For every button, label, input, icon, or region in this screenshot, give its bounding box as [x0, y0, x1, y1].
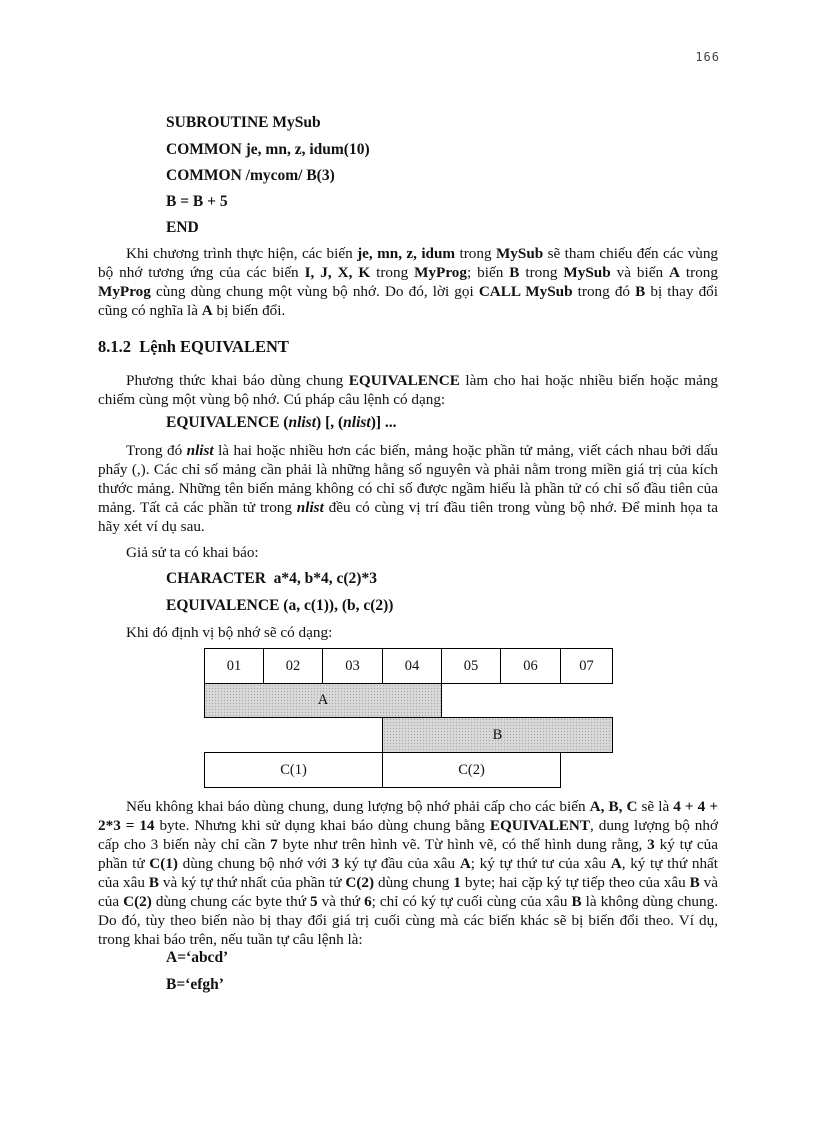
variable-b-span: B — [382, 717, 613, 753]
code-line: EQUIVALENCE (a, c(1)), (b, c(2)) — [166, 597, 394, 614]
byte-cell: 02 — [263, 648, 323, 684]
code-line: A=‘abcd’ — [166, 949, 229, 966]
paragraph-4: Nếu không khai báo dùng chung, dung lượng bộ nhớ phải cấp cho các biến A, B, C sẽ là 4 + 4 + 2*3 = 14 byte. Nhưng khi sử dụng khai báo dùng chung bằng EQUIVALENT, dung lượng bộ nhớ cấp cho 3 biến này chỉ cần 7 byte như trên hình vẽ. Từ hình vẽ, có thể hình dung rằng, 3 ký tự của phần tử C(1) dùng chung bộ nhớ với 3 ký tự đầu của xâu A; ký tự thứ tư của xâu A, ký tự thứ nhất của xâu B và ký tự thứ nhất của phần tử C(2) dùng chung 1 byte; hai cặp ký tự tiếp theo của xâu B và của C(2) dùng chung các byte thứ 5 và thứ 6; chỉ có ký tự cuối cùng của xâu B là không dùng chung. Do đó, tùy theo biến nào bị thay đổi giá trị cuối cùng mà các biến khác sẽ bị biến đổi theo. Ví dụ, trong khai báo trên, nếu tuần tự câu lệnh là: — [98, 798, 719, 948]
code-line: CHARACTER a*4, b*4, c(2)*3 — [166, 570, 377, 587]
example-intro: Giả sử ta có khai báo: — [126, 544, 259, 561]
variable-c1-span: C(1) — [204, 752, 383, 788]
code-line: END — [166, 219, 199, 236]
section-heading: 8.1.2 Lệnh EQUIVALENT — [98, 337, 289, 356]
byte-cell: 03 — [322, 648, 383, 684]
byte-cell: 05 — [441, 648, 501, 684]
paragraph-1: Khi chương trình thực hiện, các biến je, mn, z, idum trong MySub sẽ tham chiếu đến các vùng bộ nhớ tương ứng của các biến I, J, X, K trong MyProg; biến B trong MySub và biến A trong MyProg cùng dùng chung một vùng bộ nhớ. Do đó, lời gọi CALL MySub trong đó B bị thay đổi cũng có nghĩa là A bị biến đổi. — [98, 245, 719, 319]
variable-c2-span: C(2) — [382, 752, 561, 788]
code-line: COMMON je, mn, z, idum(10) — [166, 141, 370, 158]
syntax-line: EQUIVALENCE (nlist) [, (nlist)] ... — [166, 414, 397, 431]
paragraph-3: Trong đó nlist là hai hoặc nhiều hơn các biến, mảng hoặc phần tử mảng, viết cách nhau bởi dấu phẩy (,). Các chỉ số mảng cần phải là những hằng số nguyên và phải nằm trong miền giá trị của kích thước mảng. Những tên biến mảng không có chỉ số được ngầm hiểu là phần tử có chỉ số đầu tiên của mảng. Tất cả các phần tử trong nlist đều có cùng vị trí đầu tiên trong vùng bộ nhớ. Để minh họa ta hãy xét ví dụ sau. — [98, 442, 718, 535]
byte-cell: 01 — [204, 648, 264, 684]
byte-cell: 06 — [500, 648, 561, 684]
byte-cell: 04 — [382, 648, 442, 684]
code-line: B = B + 5 — [166, 193, 228, 210]
paragraph-2: Phương thức khai báo dùng chung EQUIVALENCE làm cho hai hoặc nhiều biến hoặc mảng chiếm cùng một vùng bộ nhớ. Cú pháp câu lệnh có dạng: — [98, 372, 719, 408]
code-line: COMMON /mycom/ B(3) — [166, 167, 335, 184]
diagram-intro: Khi đó định vị bộ nhớ sẽ có dạng: — [126, 624, 333, 641]
code-line: SUBROUTINE MySub — [166, 114, 321, 131]
page-number: 166 — [695, 50, 720, 64]
variable-a-span: A — [204, 683, 442, 718]
byte-cell: 07 — [560, 648, 613, 684]
code-line: B=‘efgh’ — [166, 976, 224, 993]
